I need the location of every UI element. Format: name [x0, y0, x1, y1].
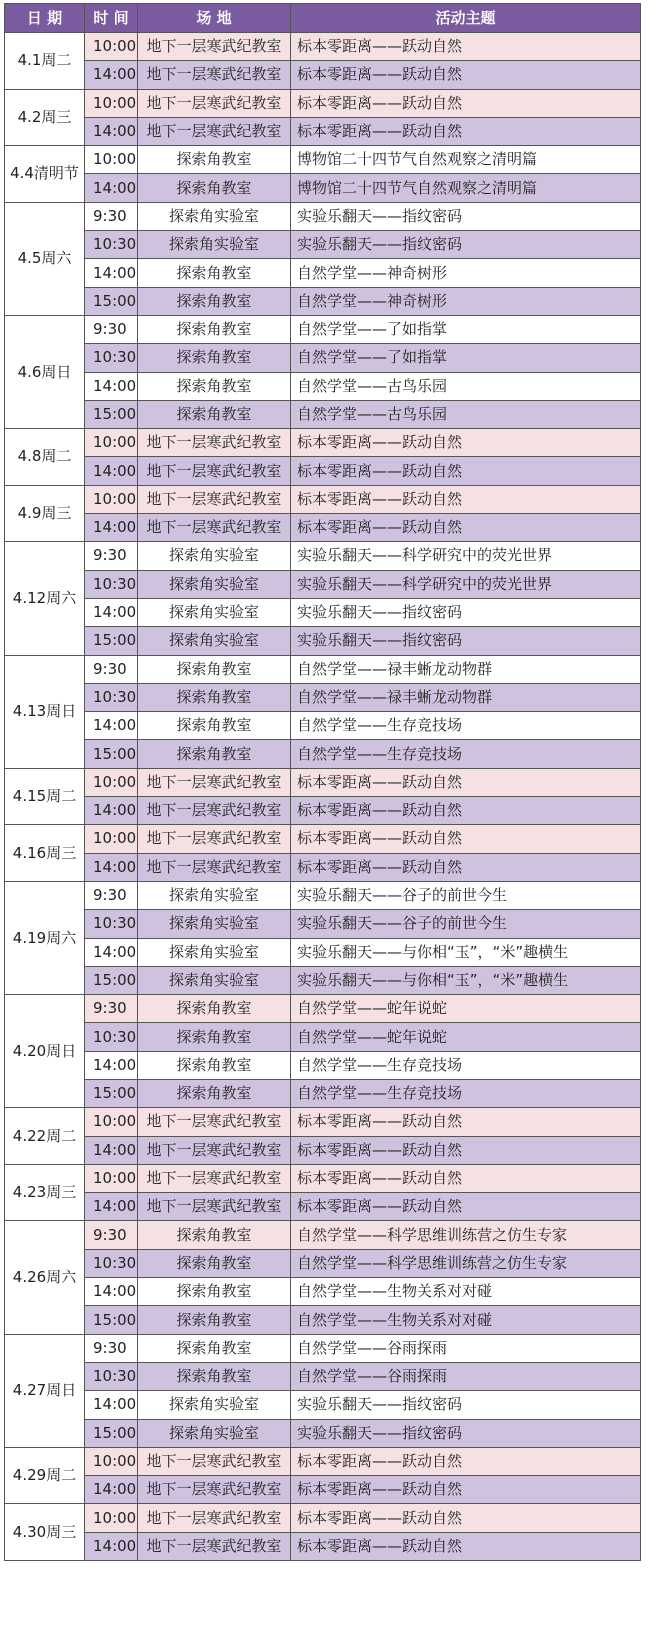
venue-cell: 探索角实验室 [138, 910, 291, 938]
table-row [5, 570, 641, 598]
time-cell: 14:00 [85, 598, 138, 626]
table-row [5, 740, 641, 768]
date-cell: 4.20周日 [5, 995, 85, 1108]
table-row [5, 1221, 641, 1249]
header-venue: 场 地 [138, 4, 291, 33]
time-cell: 10:30 [85, 1249, 138, 1277]
topic-cell: 标本零距离——跃动自然 [291, 797, 641, 825]
table-row [5, 89, 641, 117]
venue-cell: 探索角教室 [138, 740, 291, 768]
venue-cell: 探索角实验室 [138, 598, 291, 626]
time-cell: 10:00 [85, 1504, 138, 1532]
topic-cell: 标本零距离——跃动自然 [291, 1504, 641, 1532]
venue-cell: 地下一层寒武纪教室 [138, 825, 291, 853]
topic-cell: 自然学堂——生存竞技场 [291, 740, 641, 768]
time-cell: 10:30 [85, 1362, 138, 1390]
topic-cell: 自然学堂——神奇树形 [291, 259, 641, 287]
venue-cell: 探索角教室 [138, 1221, 291, 1249]
topic-cell: 自然学堂——生存竞技场 [291, 1051, 641, 1079]
topic-cell: 自然学堂——古鸟乐园 [291, 400, 641, 428]
time-cell: 14:00 [85, 174, 138, 202]
date-cell: 4.9周三 [5, 485, 85, 542]
date-cell: 4.12周六 [5, 542, 85, 655]
time-cell: 10:00 [85, 89, 138, 117]
time-cell: 15:00 [85, 1419, 138, 1447]
venue-cell: 探索角教室 [138, 712, 291, 740]
time-cell: 9:30 [85, 315, 138, 343]
time-cell: 14:00 [85, 1391, 138, 1419]
topic-cell: 标本零距离——跃动自然 [291, 1193, 641, 1221]
venue-cell: 探索角实验室 [138, 202, 291, 230]
venue-cell: 探索角实验室 [138, 938, 291, 966]
time-cell: 10:30 [85, 344, 138, 372]
venue-cell: 地下一层寒武纪教室 [138, 768, 291, 796]
table-row [5, 1532, 641, 1560]
table-row [5, 372, 641, 400]
table-row [5, 683, 641, 711]
venue-cell: 探索角教室 [138, 1051, 291, 1079]
time-cell: 9:30 [85, 542, 138, 570]
table-row [5, 1447, 641, 1475]
venue-cell: 地下一层寒武纪教室 [138, 1447, 291, 1475]
venue-cell: 探索角教室 [138, 315, 291, 343]
time-cell: 14:00 [85, 712, 138, 740]
table-row [5, 1278, 641, 1306]
venue-cell: 地下一层寒武纪教室 [138, 514, 291, 542]
table-row [5, 202, 641, 230]
date-cell: 4.8周二 [5, 429, 85, 486]
venue-cell: 探索角实验室 [138, 542, 291, 570]
table-row [5, 485, 641, 513]
time-cell: 14:00 [85, 61, 138, 89]
time-cell: 14:00 [85, 1136, 138, 1164]
venue-cell: 地下一层寒武纪教室 [138, 429, 291, 457]
table-row [5, 1079, 641, 1107]
header-time: 时 间 [85, 4, 138, 33]
venue-cell: 探索角教室 [138, 287, 291, 315]
table-row [5, 344, 641, 372]
date-cell: 4.23周三 [5, 1164, 85, 1221]
topic-cell: 自然学堂——了如指掌 [291, 344, 641, 372]
time-cell: 14:00 [85, 372, 138, 400]
table-row [5, 542, 641, 570]
topic-cell: 标本零距离——跃动自然 [291, 514, 641, 542]
time-cell: 10:00 [85, 485, 138, 513]
time-cell: 10:00 [85, 429, 138, 457]
topic-cell: 博物馆二十四节气自然观察之清明篇 [291, 146, 641, 174]
time-cell: 10:00 [85, 768, 138, 796]
time-cell: 9:30 [85, 202, 138, 230]
time-cell: 10:30 [85, 910, 138, 938]
table-row [5, 429, 641, 457]
date-cell: 4.16周三 [5, 825, 85, 882]
topic-cell: 标本零距离——跃动自然 [291, 1108, 641, 1136]
topic-cell: 实验乐翻天——谷子的前世今生 [291, 881, 641, 909]
topic-cell: 自然学堂——蛇年说蛇 [291, 1023, 641, 1051]
topic-cell: 标本零距离——跃动自然 [291, 457, 641, 485]
time-cell: 9:30 [85, 881, 138, 909]
venue-cell: 探索角实验室 [138, 881, 291, 909]
topic-cell: 标本零距离——跃动自然 [291, 1476, 641, 1504]
date-cell: 4.6周日 [5, 315, 85, 428]
time-cell: 10:30 [85, 570, 138, 598]
time-cell: 10:30 [85, 683, 138, 711]
topic-cell: 自然学堂——谷雨探雨 [291, 1334, 641, 1362]
time-cell: 10:00 [85, 1108, 138, 1136]
schedule-body [5, 33, 641, 1561]
topic-cell: 标本零距离——跃动自然 [291, 1164, 641, 1192]
date-cell: 4.15周二 [5, 768, 85, 825]
date-cell: 4.1周二 [5, 33, 85, 90]
table-row [5, 400, 641, 428]
time-cell: 9:30 [85, 995, 138, 1023]
topic-cell: 自然学堂——生物关系对对碰 [291, 1278, 641, 1306]
time-cell: 14:00 [85, 938, 138, 966]
venue-cell: 地下一层寒武纪教室 [138, 853, 291, 881]
topic-cell: 实验乐翻天——指纹密码 [291, 598, 641, 626]
table-row [5, 174, 641, 202]
venue-cell: 探索角教室 [138, 372, 291, 400]
venue-cell: 探索角教室 [138, 259, 291, 287]
topic-cell: 实验乐翻天——指纹密码 [291, 627, 641, 655]
table-row [5, 231, 641, 259]
table-row [5, 825, 641, 853]
venue-cell: 探索角教室 [138, 344, 291, 372]
topic-cell: 实验乐翻天——科学研究中的荧光世界 [291, 570, 641, 598]
table-row [5, 1362, 641, 1390]
time-cell: 15:00 [85, 1306, 138, 1334]
topic-cell: 自然学堂——神奇树形 [291, 287, 641, 315]
date-cell: 4.4清明节 [5, 146, 85, 203]
table-row [5, 146, 641, 174]
table-row [5, 995, 641, 1023]
time-cell: 15:00 [85, 400, 138, 428]
table-row [5, 1391, 641, 1419]
venue-cell: 探索角实验室 [138, 1419, 291, 1447]
venue-cell: 探索角教室 [138, 995, 291, 1023]
topic-cell: 标本零距离——跃动自然 [291, 485, 641, 513]
topic-cell: 自然学堂——生存竞技场 [291, 1079, 641, 1107]
table-row [5, 1419, 641, 1447]
time-cell: 10:00 [85, 33, 138, 61]
topic-cell: 自然学堂——禄丰蜥龙动物群 [291, 655, 641, 683]
table-row [5, 1334, 641, 1362]
topic-cell: 自然学堂——生存竞技场 [291, 712, 641, 740]
table-row [5, 1136, 641, 1164]
topic-cell: 自然学堂——谷雨探雨 [291, 1362, 641, 1390]
schedule-table [4, 3, 641, 1561]
venue-cell: 探索角教室 [138, 400, 291, 428]
topic-cell: 自然学堂——科学思维训练营之仿生专家 [291, 1221, 641, 1249]
venue-cell: 地下一层寒武纪教室 [138, 1476, 291, 1504]
table-row [5, 627, 641, 655]
venue-cell: 探索角教室 [138, 1023, 291, 1051]
topic-cell: 实验乐翻天——指纹密码 [291, 202, 641, 230]
time-cell: 15:00 [85, 1079, 138, 1107]
date-cell: 4.22周二 [5, 1108, 85, 1165]
venue-cell: 地下一层寒武纪教室 [138, 61, 291, 89]
table-row [5, 287, 641, 315]
table-row [5, 1306, 641, 1334]
time-cell: 10:00 [85, 825, 138, 853]
topic-cell: 实验乐翻天——与你相“玉”，“米”趣横生 [291, 966, 641, 994]
time-cell: 9:30 [85, 1221, 138, 1249]
table-row [5, 768, 641, 796]
table-row [5, 1164, 641, 1192]
table-row [5, 881, 641, 909]
venue-cell: 探索角实验室 [138, 570, 291, 598]
table-row [5, 655, 641, 683]
venue-cell: 探索角教室 [138, 655, 291, 683]
topic-cell: 标本零距离——跃动自然 [291, 89, 641, 117]
time-cell: 14:00 [85, 117, 138, 145]
time-cell: 14:00 [85, 853, 138, 881]
topic-cell: 自然学堂——科学思维训练营之仿生专家 [291, 1249, 641, 1277]
date-cell: 4.5周六 [5, 202, 85, 315]
time-cell: 10:00 [85, 146, 138, 174]
date-cell: 4.30周三 [5, 1504, 85, 1561]
topic-cell: 标本零距离——跃动自然 [291, 853, 641, 881]
time-cell: 14:00 [85, 514, 138, 542]
time-cell: 15:00 [85, 740, 138, 768]
venue-cell: 地下一层寒武纪教室 [138, 457, 291, 485]
table-row [5, 315, 641, 343]
time-cell: 15:00 [85, 287, 138, 315]
time-cell: 14:00 [85, 1051, 138, 1079]
table-row [5, 1476, 641, 1504]
topic-cell: 实验乐翻天——指纹密码 [291, 1419, 641, 1447]
table-row [5, 938, 641, 966]
venue-cell: 地下一层寒武纪教室 [138, 117, 291, 145]
table-row [5, 1249, 641, 1277]
time-cell: 14:00 [85, 457, 138, 485]
topic-cell: 自然学堂——生物关系对对碰 [291, 1306, 641, 1334]
venue-cell: 探索角教室 [138, 1306, 291, 1334]
topic-cell: 标本零距离——跃动自然 [291, 1136, 641, 1164]
date-cell: 4.19周六 [5, 881, 85, 994]
venue-cell: 探索角教室 [138, 1079, 291, 1107]
topic-cell: 自然学堂——古鸟乐园 [291, 372, 641, 400]
table-row [5, 1193, 641, 1221]
table-row [5, 457, 641, 485]
time-cell: 14:00 [85, 1278, 138, 1306]
topic-cell: 标本零距离——跃动自然 [291, 117, 641, 145]
date-cell: 4.27周日 [5, 1334, 85, 1447]
venue-cell: 地下一层寒武纪教室 [138, 33, 291, 61]
header-date: 日 期 [5, 4, 85, 33]
venue-cell: 地下一层寒武纪教室 [138, 1164, 291, 1192]
time-cell: 14:00 [85, 1476, 138, 1504]
time-cell: 10:30 [85, 231, 138, 259]
venue-cell: 探索角实验室 [138, 231, 291, 259]
table-row [5, 259, 641, 287]
venue-cell: 地下一层寒武纪教室 [138, 1193, 291, 1221]
time-cell: 10:30 [85, 1023, 138, 1051]
time-cell: 10:00 [85, 1164, 138, 1192]
table-row [5, 1504, 641, 1532]
time-cell: 9:30 [85, 655, 138, 683]
venue-cell: 地下一层寒武纪教室 [138, 1532, 291, 1560]
venue-cell: 探索角教室 [138, 1362, 291, 1390]
table-row [5, 514, 641, 542]
topic-cell: 自然学堂——了如指掌 [291, 315, 641, 343]
venue-cell: 探索角教室 [138, 174, 291, 202]
table-row [5, 797, 641, 825]
venue-cell: 探索角教室 [138, 1334, 291, 1362]
venue-cell: 探索角实验室 [138, 1391, 291, 1419]
time-cell: 9:30 [85, 1334, 138, 1362]
time-cell: 15:00 [85, 627, 138, 655]
topic-cell: 实验乐翻天——谷子的前世今生 [291, 910, 641, 938]
date-cell: 4.29周二 [5, 1447, 85, 1504]
table-row [5, 61, 641, 89]
topic-cell: 标本零距离——跃动自然 [291, 33, 641, 61]
venue-cell: 地下一层寒武纪教室 [138, 485, 291, 513]
topic-cell: 标本零距离——跃动自然 [291, 825, 641, 853]
topic-cell: 实验乐翻天——与你相“玉”，“米”趣横生 [291, 938, 641, 966]
topic-cell: 标本零距离——跃动自然 [291, 61, 641, 89]
topic-cell: 标本零距离——跃动自然 [291, 429, 641, 457]
topic-cell: 自然学堂——禄丰蜥龙动物群 [291, 683, 641, 711]
venue-cell: 地下一层寒武纪教室 [138, 797, 291, 825]
time-cell: 14:00 [85, 1532, 138, 1560]
topic-cell: 博物馆二十四节气自然观察之清明篇 [291, 174, 641, 202]
date-cell: 4.2周三 [5, 89, 85, 146]
table-row [5, 33, 641, 61]
table-row [5, 1023, 641, 1051]
time-cell: 10:00 [85, 1447, 138, 1475]
time-cell: 15:00 [85, 966, 138, 994]
venue-cell: 地下一层寒武纪教室 [138, 89, 291, 117]
header-topic: 活动主题 [291, 4, 641, 33]
table-row [5, 966, 641, 994]
table-row [5, 117, 641, 145]
venue-cell: 地下一层寒武纪教室 [138, 1504, 291, 1532]
topic-cell: 标本零距离——跃动自然 [291, 1447, 641, 1475]
topic-cell: 自然学堂——蛇年说蛇 [291, 995, 641, 1023]
table-row [5, 910, 641, 938]
topic-cell: 标本零距离——跃动自然 [291, 768, 641, 796]
topic-cell: 实验乐翻天——指纹密码 [291, 1391, 641, 1419]
date-cell: 4.13周日 [5, 655, 85, 768]
time-cell: 14:00 [85, 1193, 138, 1221]
venue-cell: 探索角教室 [138, 146, 291, 174]
table-row [5, 712, 641, 740]
venue-cell: 探索角教室 [138, 1249, 291, 1277]
venue-cell: 探索角教室 [138, 1278, 291, 1306]
topic-cell: 实验乐翻天——指纹密码 [291, 231, 641, 259]
table-row [5, 1108, 641, 1136]
venue-cell: 地下一层寒武纪教室 [138, 1136, 291, 1164]
date-cell: 4.26周六 [5, 1221, 85, 1334]
time-cell: 14:00 [85, 797, 138, 825]
time-cell: 14:00 [85, 259, 138, 287]
venue-cell: 地下一层寒武纪教室 [138, 1108, 291, 1136]
venue-cell: 探索角教室 [138, 683, 291, 711]
topic-cell: 实验乐翻天——科学研究中的荧光世界 [291, 542, 641, 570]
header-row [5, 4, 641, 33]
topic-cell: 标本零距离——跃动自然 [291, 1532, 641, 1560]
table-row [5, 853, 641, 881]
venue-cell: 探索角实验室 [138, 627, 291, 655]
table-row [5, 598, 641, 626]
table-row [5, 1051, 641, 1079]
venue-cell: 探索角实验室 [138, 966, 291, 994]
